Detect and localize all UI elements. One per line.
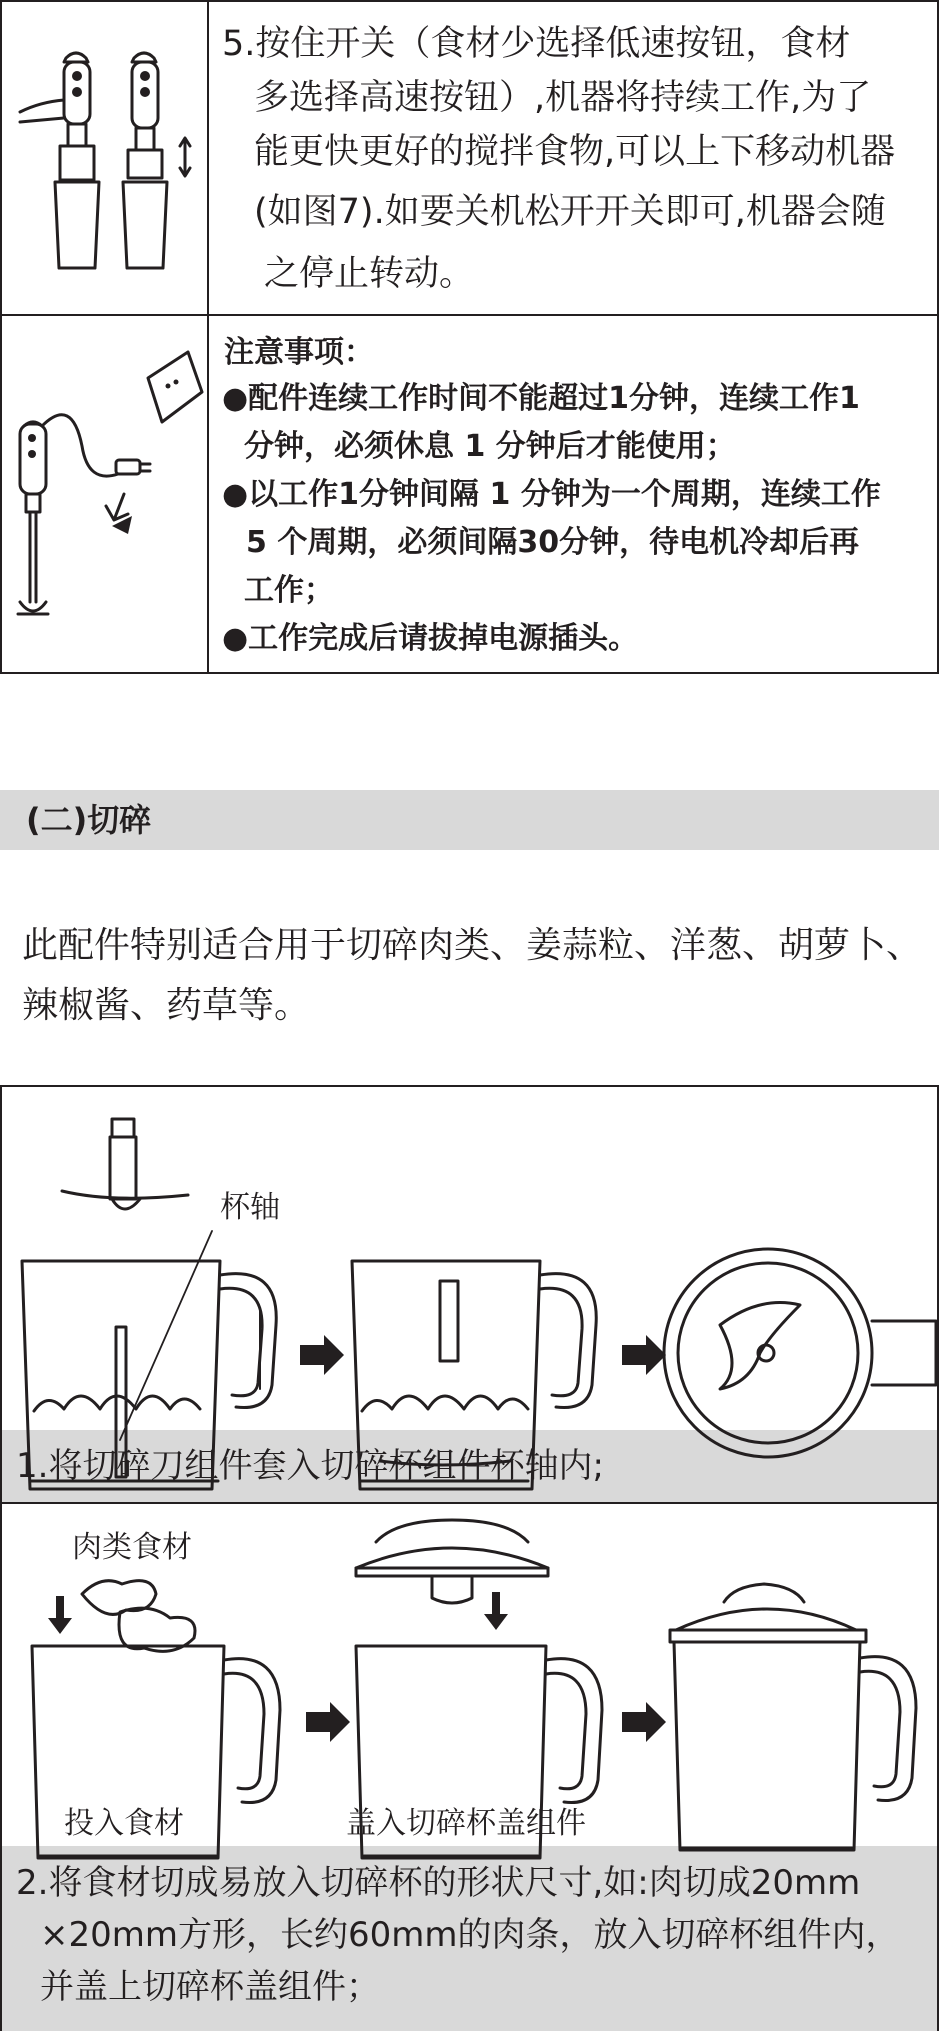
step5-line-4: (如图7).如要关机松开开关即可,机器会随 [254,192,886,232]
unplug-illustration [0,314,207,674]
step5-line-5: 之停止转动。 [264,254,475,294]
caption-2-line-3: 并盖上切碎杯盖组件； [40,1967,380,2007]
section-title: (二)切碎 [26,801,152,839]
blender-illustration [0,0,207,314]
chopper-assembly-illustration [0,1085,939,1430]
caption-1: 1.将切碎刀组件套入切碎杯组件杯轴内; [16,1446,604,1486]
step5-line-2: 多选择高速按钮）,机器将持续工作,为了 [254,78,872,118]
notes-title: 注意事项： [224,335,374,370]
put-food-label: 投入食材 [64,1806,184,1841]
shaft-label: 杯轴 [220,1190,280,1225]
caption-2-line-1: 2.将食材切成易放入切碎杯的形状尺寸,如:肉切成20mm [16,1863,861,1903]
step5-line-3: 能更快更好的搅拌食物,可以上下移动机器 [254,132,896,172]
table-column-divider [207,0,209,674]
notes-line-1: ●配件连续工作时间不能超过1分钟，连续工作1 [222,381,860,416]
intro-line-2: 辣椒酱、药草等。 [22,985,311,1026]
caption-2-line-2: ×20mm方形，长约60mm的肉条，放入切碎杯组件内， [40,1915,900,1955]
meat-label: 肉类食材 [72,1530,192,1565]
notes-line-6: ●工作完成后请拔掉电源插头。 [222,621,639,656]
notes-line-5: 工作； [244,573,334,608]
notes-line-4: 5 个周期，必须间隔30分钟，待电机冷却后再 [246,525,860,560]
cover-lid-label: 盖入切碎杯盖组件 [346,1806,586,1841]
notes-line-3: ●以工作1分钟间隔 1 分钟为一个周期，连续工作 [222,477,881,512]
intro-line-1: 此配件特别适合用于切碎肉类、姜蒜粒、洋葱、胡萝卜、 [22,925,923,966]
step5-line-1: 5.按住开关（食材少选择低速按钮，食材 [222,24,851,64]
notes-line-2: 分钟，必须休息 1 分钟后才能使用； [244,429,736,464]
